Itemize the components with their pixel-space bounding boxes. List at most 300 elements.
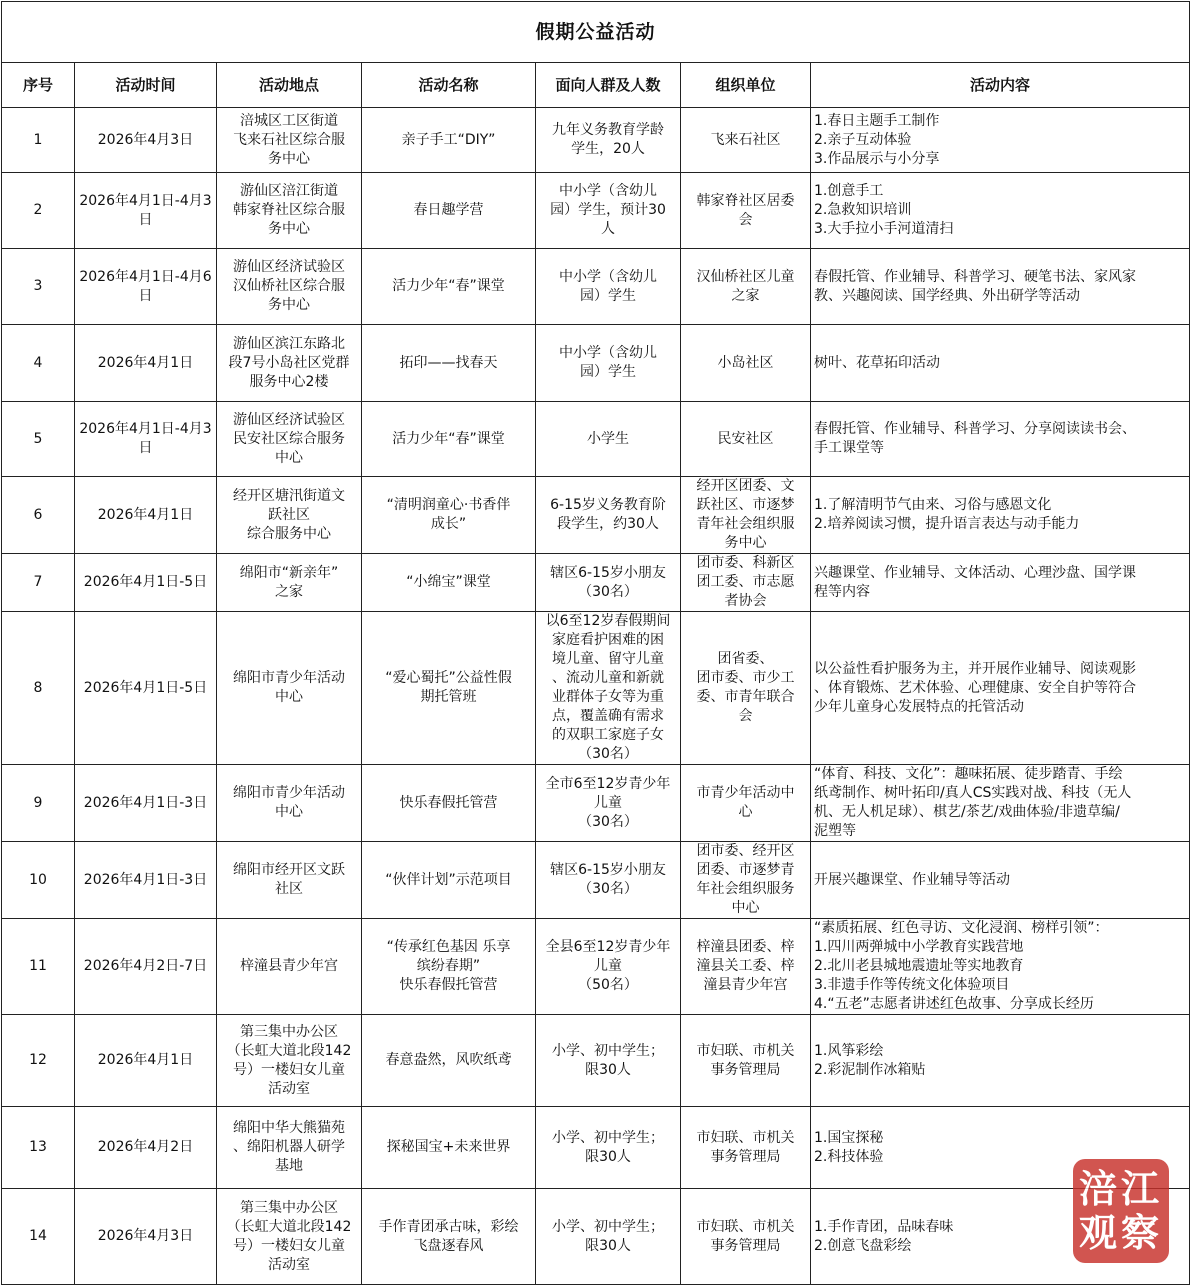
watermark-text: 涪江 (1078, 1166, 1163, 1211)
cell-place-line: 韩家脊社区综合服 (233, 202, 345, 218)
cell-organizer-line: 事务管理局 (710, 1061, 781, 1078)
cell-audience-line: 小学、初中学生； (552, 1218, 664, 1235)
cell-audience-line: 儿童 (594, 794, 622, 811)
cell-content (811, 402, 1190, 477)
cell-organizer-line: 团市委、市少工 (696, 670, 795, 686)
cell-place-line: 服务中心2楼 (249, 373, 329, 390)
cell-organizer-line: 者协会 (724, 593, 767, 609)
cell-content-line: 1.国宝探秘 (814, 1129, 884, 1146)
cell-organizer-line: 之家 (731, 287, 760, 304)
cell-content-line: 手工课堂等 (814, 440, 884, 456)
cell-audience-line: 小学生 (587, 430, 629, 447)
cell-organizer-line: 梓潼县团委、梓 (696, 939, 795, 955)
cell-content-line: 2.急救知识培训 (814, 202, 912, 218)
cell-index: 10 (2, 842, 75, 919)
cell-audience (536, 554, 681, 612)
cell-organizer-line: 青年社会组织服 (696, 516, 795, 532)
cell-time-line: 2026年4月1日 (97, 1052, 194, 1068)
cell-name (362, 554, 536, 612)
cell-place (217, 1189, 362, 1285)
cell-content-line: 春假托管、作业辅导、科普学习、硬笔书法、家风家 (814, 268, 1136, 285)
cell-content-line: 泥塑等 (814, 823, 856, 839)
cell-place-line: 务中心 (268, 297, 310, 313)
cell-content (811, 554, 1190, 612)
cell-time-line: 2026年4月1日-5日 (83, 679, 208, 696)
cell-audience (536, 765, 681, 842)
cell-content (811, 108, 1190, 173)
cell-content-line: 3.大手拉小手河道清扫 (814, 221, 954, 237)
cell-place-line: 综合服务中心 (247, 525, 331, 542)
header-organizer: 组织单位 (681, 63, 811, 108)
cell-audience-line: 全县6至12岁青少年 (545, 939, 671, 955)
header-place: 活动地点 (217, 63, 362, 108)
cell-time (75, 919, 217, 1015)
cell-organizer (681, 249, 811, 325)
cell-audience-line: 业群体子女等为重 (552, 689, 664, 705)
table-row (2, 402, 1190, 477)
cell-audience (536, 919, 681, 1015)
cell-time-line: 2026年4月1日-4月3 (79, 421, 212, 437)
cell-time-line: 2026年4月2日-7日 (83, 958, 208, 974)
table-body (2, 108, 1190, 1285)
cell-organizer-line: 小岛社区 (717, 354, 774, 371)
cell-audience-line: 6-15岁义务教育阶 (550, 497, 666, 513)
cell-organizer (681, 842, 811, 919)
cell-organizer-line: 会 (738, 211, 753, 228)
cell-place-line: 游仙区涪江街道 (240, 183, 338, 199)
cell-content (811, 765, 1190, 842)
cell-time (75, 554, 217, 612)
header-index: 序号 (2, 63, 75, 108)
cell-organizer-line: 民安社区 (717, 430, 774, 447)
cell-place-line: 游仙区经济试验区 (233, 259, 345, 275)
cell-organizer-line: 团省委、 (717, 651, 774, 667)
cell-content-line: 1.创意手工 (814, 183, 884, 199)
cell-audience-line: 中小学（含幼儿 (559, 183, 657, 199)
cell-place-line: 绵阳市青少年活动 (233, 785, 345, 801)
cell-place (217, 554, 362, 612)
cell-organizer-line: 韩家脊社区居委 (696, 192, 795, 209)
cell-name (362, 1107, 536, 1189)
cell-audience-line: 小学、初中学生； (552, 1042, 664, 1059)
cell-audience-line: 家庭看护困难的困 (552, 632, 664, 648)
cell-index: 13 (2, 1107, 75, 1189)
cell-index: 14 (2, 1189, 75, 1285)
cell-audience-line: 限30人 (585, 1061, 631, 1078)
cell-place (217, 765, 362, 842)
cell-name (362, 842, 536, 919)
cell-time-line: 2026年4月1日-3日 (83, 871, 208, 888)
cell-index: 12 (2, 1015, 75, 1107)
cell-audience-line: 园）学生 (580, 287, 636, 304)
cell-content (811, 477, 1190, 554)
cell-place-line: 第三集中办公区 (240, 1023, 338, 1040)
cell-content-line: 2.创意飞盘彩绘 (814, 1237, 912, 1254)
cell-name (362, 402, 536, 477)
cell-place-line: 基地 (275, 1158, 303, 1174)
cell-time-line: 日 (138, 440, 153, 456)
cell-time (75, 1107, 217, 1189)
cell-place (217, 325, 362, 402)
cell-audience-line: 点，覆盖确有需求 (552, 708, 664, 724)
cell-organizer-line: 市妇联、市机关 (696, 1042, 795, 1059)
cell-name-line: 成长” (430, 516, 467, 532)
cell-audience-line: 境儿童、留守儿童 (552, 651, 664, 667)
header-name: 活动名称 (362, 63, 536, 108)
cell-place-line: 飞来石社区综合服 (233, 131, 345, 148)
cell-audience (536, 1107, 681, 1189)
cell-place-line: 游仙区滨江东路北 (233, 335, 345, 352)
cell-audience-line: （30名） (578, 813, 638, 830)
cell-name (362, 919, 536, 1015)
table-row (2, 919, 1190, 1015)
cell-content-line: 4.“五老”志愿者讲述红色故事、分享成长经历 (814, 996, 1094, 1012)
cell-place-line: 务中心 (268, 150, 310, 167)
cell-content (811, 612, 1190, 765)
cell-organizer-line: 市妇联、市机关 (696, 1218, 795, 1235)
cell-audience-line: 小学、初中学生； (552, 1129, 664, 1146)
cell-content-line: 2.科技体验 (814, 1148, 884, 1165)
cell-time-line: 2026年4月3日 (97, 1228, 194, 1244)
table-row (2, 1015, 1190, 1107)
cell-name-line: 手作青团承古味，彩绘 (378, 1218, 519, 1235)
watermark-text: 观察 (1078, 1210, 1163, 1255)
cell-audience (536, 173, 681, 249)
cell-content-line: “素质拓展、红色寻访、文化浸润、榜样引领”： (814, 920, 1109, 936)
cell-time-line: 2026年4月1日-3日 (83, 794, 208, 811)
cell-audience-line: （30名） (578, 881, 638, 897)
cell-audience-line: 中小学（含幼儿 (559, 268, 657, 285)
cell-time (75, 249, 217, 325)
cell-place (217, 919, 362, 1015)
cell-time-line: 日 (138, 211, 153, 228)
cell-place-line: 绵阳市经开区文跃 (233, 862, 345, 878)
cell-organizer (681, 765, 811, 842)
cell-time-line: 2026年4月1日-5日 (83, 574, 208, 590)
cell-place-line: 跃社区 (268, 506, 310, 523)
table-row (2, 325, 1190, 402)
cell-organizer (681, 554, 811, 612)
cell-name (362, 477, 536, 554)
cell-time (75, 765, 217, 842)
header-row (2, 63, 1190, 108)
cell-audience-line: 限30人 (585, 1148, 631, 1165)
cell-organizer-line: 经开区团委、文 (696, 478, 795, 494)
cell-content-line: 1.四川两弹城中小学教育实践营地 (814, 939, 1024, 955)
table-title: 假期公益活动 (2, 2, 1190, 63)
cell-content-line: 机、无人机足球）、棋艺/茶艺/戏曲体验/非遗草编/ (814, 804, 1120, 820)
table-row (2, 173, 1190, 249)
cell-content-line: 以公益性看护服务为主，并开展作业辅导、阅读观影 (814, 660, 1136, 677)
cell-time (75, 108, 217, 173)
cell-organizer (681, 477, 811, 554)
cell-organizer (681, 1015, 811, 1107)
cell-index: 8 (2, 612, 75, 765)
cell-time (75, 173, 217, 249)
cell-organizer-line: 年社会组织服务 (696, 881, 795, 897)
cell-audience-line: 限30人 (585, 1237, 631, 1254)
cell-name-line: 快乐春假托管营 (399, 794, 498, 811)
cell-content-line: 1.手作青团，品味春味 (814, 1218, 954, 1235)
cell-time (75, 402, 217, 477)
cell-content-line: 开展兴趣课堂、作业辅导等活动 (814, 871, 1010, 888)
cell-time-line: 2026年4月1日-4月6 (79, 268, 212, 285)
cell-audience-line: 园）学生 (580, 364, 636, 380)
cell-organizer-line: 团工委、市志愿 (696, 574, 795, 590)
cell-organizer-line: 务中心 (724, 535, 767, 551)
cell-organizer (681, 1107, 811, 1189)
cell-audience-line: 园）学生，预计30 (550, 202, 666, 218)
cell-time (75, 612, 217, 765)
cell-organizer-line: 委、市青年联合 (696, 689, 795, 705)
cell-place-line: 中心 (275, 689, 303, 705)
cell-name-line: 活力少年“春”课堂 (392, 278, 505, 294)
table-row (2, 765, 1190, 842)
cell-place-line: 、绵阳机器人研学 (233, 1139, 345, 1155)
activity-table (1, 1, 1190, 1285)
cell-index: 7 (2, 554, 75, 612)
cell-organizer-line: 团市委、经开区 (696, 843, 795, 859)
cell-place (217, 1015, 362, 1107)
cell-content-line: 兴趣课堂、作业辅导、文体活动、心理沙盘、国学课 (814, 564, 1136, 581)
cell-name (362, 612, 536, 765)
cell-time-line: 2026年4月2日 (97, 1139, 194, 1155)
table-row (2, 554, 1190, 612)
cell-name (362, 1015, 536, 1107)
cell-place-line: 中心 (275, 804, 303, 820)
cell-name-line: “伙伴计划”示范项目 (385, 871, 512, 888)
cell-organizer (681, 1189, 811, 1285)
cell-content (811, 919, 1190, 1015)
cell-name-line: “传承红色基因 乐享 (386, 939, 511, 955)
cell-time-line: 2026年4月1日 (97, 506, 194, 523)
cell-organizer-line: 中心 (731, 900, 760, 916)
cell-organizer-line: 潼县青少年宫 (703, 977, 788, 993)
cell-name (362, 173, 536, 249)
cell-audience-line: 中小学（含幼儿 (559, 345, 657, 361)
cell-time (75, 325, 217, 402)
cell-name-line: 春日趣学营 (413, 202, 484, 218)
cell-index: 11 (2, 919, 75, 1015)
cell-content-line: 春假托管、作业辅导、科普学习、分享阅读读书会、 (814, 421, 1136, 437)
cell-audience-line: 九年义务教育学龄 (552, 122, 664, 138)
cell-audience-line: （50名） (578, 977, 638, 993)
cell-index: 5 (2, 402, 75, 477)
cell-name-line: 春意盎然，风吹纸鸢 (385, 1052, 512, 1068)
cell-audience-line: （30名） (578, 746, 638, 762)
cell-content-line: 2.北川老县城地震遗址等实地教育 (814, 958, 1024, 974)
cell-organizer-line: 飞来石社区 (710, 131, 781, 148)
cell-place-line: 涪城区工区街道 (240, 112, 338, 129)
table-row (2, 249, 1190, 325)
cell-audience-line: 段学生，约30人 (557, 516, 659, 532)
cell-place (217, 477, 362, 554)
cell-content-line: 3.作品展示与小分享 (814, 150, 940, 167)
cell-organizer (681, 173, 811, 249)
cell-audience-line: 全市6至12岁青少年 (545, 775, 671, 792)
cell-audience (536, 612, 681, 765)
cell-place-line: 之家 (275, 583, 303, 600)
table-row (2, 1189, 1190, 1285)
cell-place (217, 1107, 362, 1189)
cell-name (362, 765, 536, 842)
cell-place-line: 绵阳市青少年活动 (233, 670, 345, 686)
cell-place-line: 务中心 (268, 221, 310, 237)
cell-time (75, 477, 217, 554)
cell-time-line: 2026年4月3日 (97, 131, 194, 148)
cell-place (217, 612, 362, 765)
cell-content (811, 325, 1190, 402)
cell-place-line: （长虹大道北段142 (226, 1042, 352, 1059)
cell-organizer-line: 汉仙桥社区儿童 (696, 268, 795, 285)
cell-place-line: 汉仙桥社区综合服 (233, 278, 345, 294)
cell-organizer-line: 潼县关工委、梓 (696, 958, 795, 974)
cell-content-line: 程等内容 (814, 583, 870, 600)
cell-audience (536, 249, 681, 325)
cell-place-line: 游仙区经济试验区 (233, 411, 345, 428)
cell-place (217, 842, 362, 919)
cell-audience (536, 1189, 681, 1285)
cell-audience-line: 人 (601, 221, 615, 237)
cell-time-line: 日 (138, 287, 153, 304)
table-row (2, 842, 1190, 919)
table-row (2, 1107, 1190, 1189)
cell-place-line: 民安社区综合服务 (233, 430, 345, 447)
cell-name-line: 快乐春假托管营 (399, 977, 498, 993)
cell-place-line: 号）一楼妇女儿童 (233, 1237, 345, 1254)
cell-organizer (681, 108, 811, 173)
cell-content-line: 树叶、花草拓印活动 (814, 354, 940, 371)
cell-place-line: 梓潼县青少年宫 (240, 958, 338, 974)
cell-index: 1 (2, 108, 75, 173)
cell-audience (536, 108, 681, 173)
cell-organizer (681, 325, 811, 402)
cell-audience-line: 儿童 (594, 958, 622, 974)
cell-place-line: 绵阳中华大熊猫苑 (233, 1120, 345, 1136)
cell-place-line: 段7号小岛社区党群 (228, 354, 350, 371)
cell-organizer (681, 919, 811, 1015)
cell-place-line: 第三集中办公区 (240, 1199, 338, 1216)
cell-place-line: 中心 (275, 449, 303, 466)
cell-content (811, 842, 1190, 919)
cell-name-line: 活力少年“春”课堂 (392, 430, 505, 447)
cell-organizer-line: 市妇联、市机关 (696, 1129, 795, 1146)
cell-audience-line: 学生，20人 (571, 141, 645, 157)
header-audience: 面向人群及人数 (536, 63, 681, 108)
table-row (2, 612, 1190, 765)
cell-place-line: 活动室 (268, 1256, 310, 1273)
cell-place (217, 402, 362, 477)
cell-content-line: 1.春日主题手工制作 (814, 112, 940, 129)
cell-name-line: “清明润童心·书香伴 (386, 497, 511, 513)
cell-organizer-line: 事务管理局 (710, 1237, 781, 1254)
cell-time (75, 1015, 217, 1107)
header-time: 活动时间 (75, 63, 217, 108)
cell-time-line: 2026年4月1日 (97, 354, 194, 371)
cell-content-line: 教、兴趣阅读、国学经典、外出研学等活动 (814, 287, 1080, 304)
cell-name-line: 缤纷春期” (416, 958, 481, 974)
cell-content-line: 2.彩泥制作冰箱贴 (814, 1061, 926, 1078)
cell-organizer (681, 612, 811, 765)
cell-organizer (681, 402, 811, 477)
cell-place (217, 108, 362, 173)
cell-audience-line: 以6至12岁春假期间 (545, 613, 671, 629)
cell-place-line: 活动室 (268, 1080, 310, 1097)
cell-organizer-line: 团市委、科新区 (696, 555, 795, 571)
cell-audience (536, 477, 681, 554)
cell-index: 4 (2, 325, 75, 402)
cell-audience-line: 、流动儿童和新就 (552, 670, 664, 686)
cell-name-line: “爱心蜀托”公益性假 (385, 670, 512, 686)
cell-name (362, 108, 536, 173)
cell-content-line: 1.了解清明节气由来、习俗与感恩文化 (814, 497, 1052, 513)
cell-name-line: 亲子手工“DIY” (401, 131, 496, 148)
cell-index: 2 (2, 173, 75, 249)
cell-content (811, 1015, 1190, 1107)
cell-organizer-line: 事务管理局 (710, 1148, 781, 1165)
cell-organizer-line: 心 (738, 804, 753, 820)
cell-organizer-line: 跃社区、市逐梦 (696, 497, 795, 513)
table-row (2, 477, 1190, 554)
cell-place-line: 经开区塘汛街道文 (233, 487, 345, 504)
cell-content (811, 173, 1190, 249)
cell-index: 6 (2, 477, 75, 554)
cell-name-line: 探秘国宝+未来世界 (386, 1139, 511, 1155)
cell-name (362, 249, 536, 325)
cell-content-line: 2.亲子互动体验 (814, 131, 912, 148)
cell-time (75, 1189, 217, 1285)
cell-index: 3 (2, 249, 75, 325)
cell-place-line: （长虹大道北段142 (226, 1218, 352, 1235)
cell-place (217, 173, 362, 249)
cell-place-line: 绵阳市“新亲年” (239, 564, 339, 581)
cell-organizer-line: 团委、市逐梦青 (696, 862, 795, 878)
cell-time (75, 842, 217, 919)
cell-name (362, 1189, 536, 1285)
cell-audience-line: （30名） (578, 583, 638, 600)
cell-organizer-line: 市青少年活动中 (696, 785, 795, 801)
cell-audience-line: 的双职工家庭子女 (552, 727, 664, 743)
cell-content (811, 249, 1190, 325)
cell-audience-line: 辖区6-15岁小朋友 (550, 862, 666, 878)
cell-content-line: 纸鸢制作、树叶拓印/真人CS实践对战、科技（无人 (814, 785, 1132, 801)
cell-place-line: 社区 (275, 881, 303, 897)
cell-place (217, 249, 362, 325)
table-row (2, 108, 1190, 173)
cell-name-line: “小绵宝”课堂 (406, 574, 491, 590)
cell-content-line: 3.非遗手作等传统文化体验项目 (814, 977, 1010, 993)
cell-content-line: 少年儿童身心发展特点的托管活动 (814, 698, 1024, 715)
header-content: 活动内容 (811, 63, 1190, 108)
cell-audience (536, 842, 681, 919)
cell-content-line: 2.培养阅读习惯，提升语言表达与动手能力 (814, 516, 1080, 532)
cell-name-line: 拓印——找春天 (399, 354, 498, 371)
cell-place-line: 号）一楼妇女儿童 (233, 1061, 345, 1078)
cell-content-line: 、体育锻炼、艺术体验、心理健康、安全自护等符合 (814, 679, 1136, 696)
cell-index: 9 (2, 765, 75, 842)
cell-content-line: “体育、科技、文化”：趣味拓展、徒步踏青、手绘 (814, 766, 1123, 782)
cell-content-line: 1.风筝彩绘 (814, 1042, 884, 1059)
cell-audience (536, 1015, 681, 1107)
cell-time-line: 2026年4月1日-4月3 (79, 192, 212, 209)
watermark-logo (1073, 1159, 1169, 1263)
cell-name (362, 325, 536, 402)
cell-name-line: 飞盘逐春风 (413, 1237, 484, 1254)
cell-audience (536, 325, 681, 402)
cell-organizer-line: 会 (738, 708, 753, 724)
cell-name-line: 期托管班 (420, 689, 477, 705)
cell-audience-line: 辖区6-15岁小朋友 (550, 564, 666, 581)
